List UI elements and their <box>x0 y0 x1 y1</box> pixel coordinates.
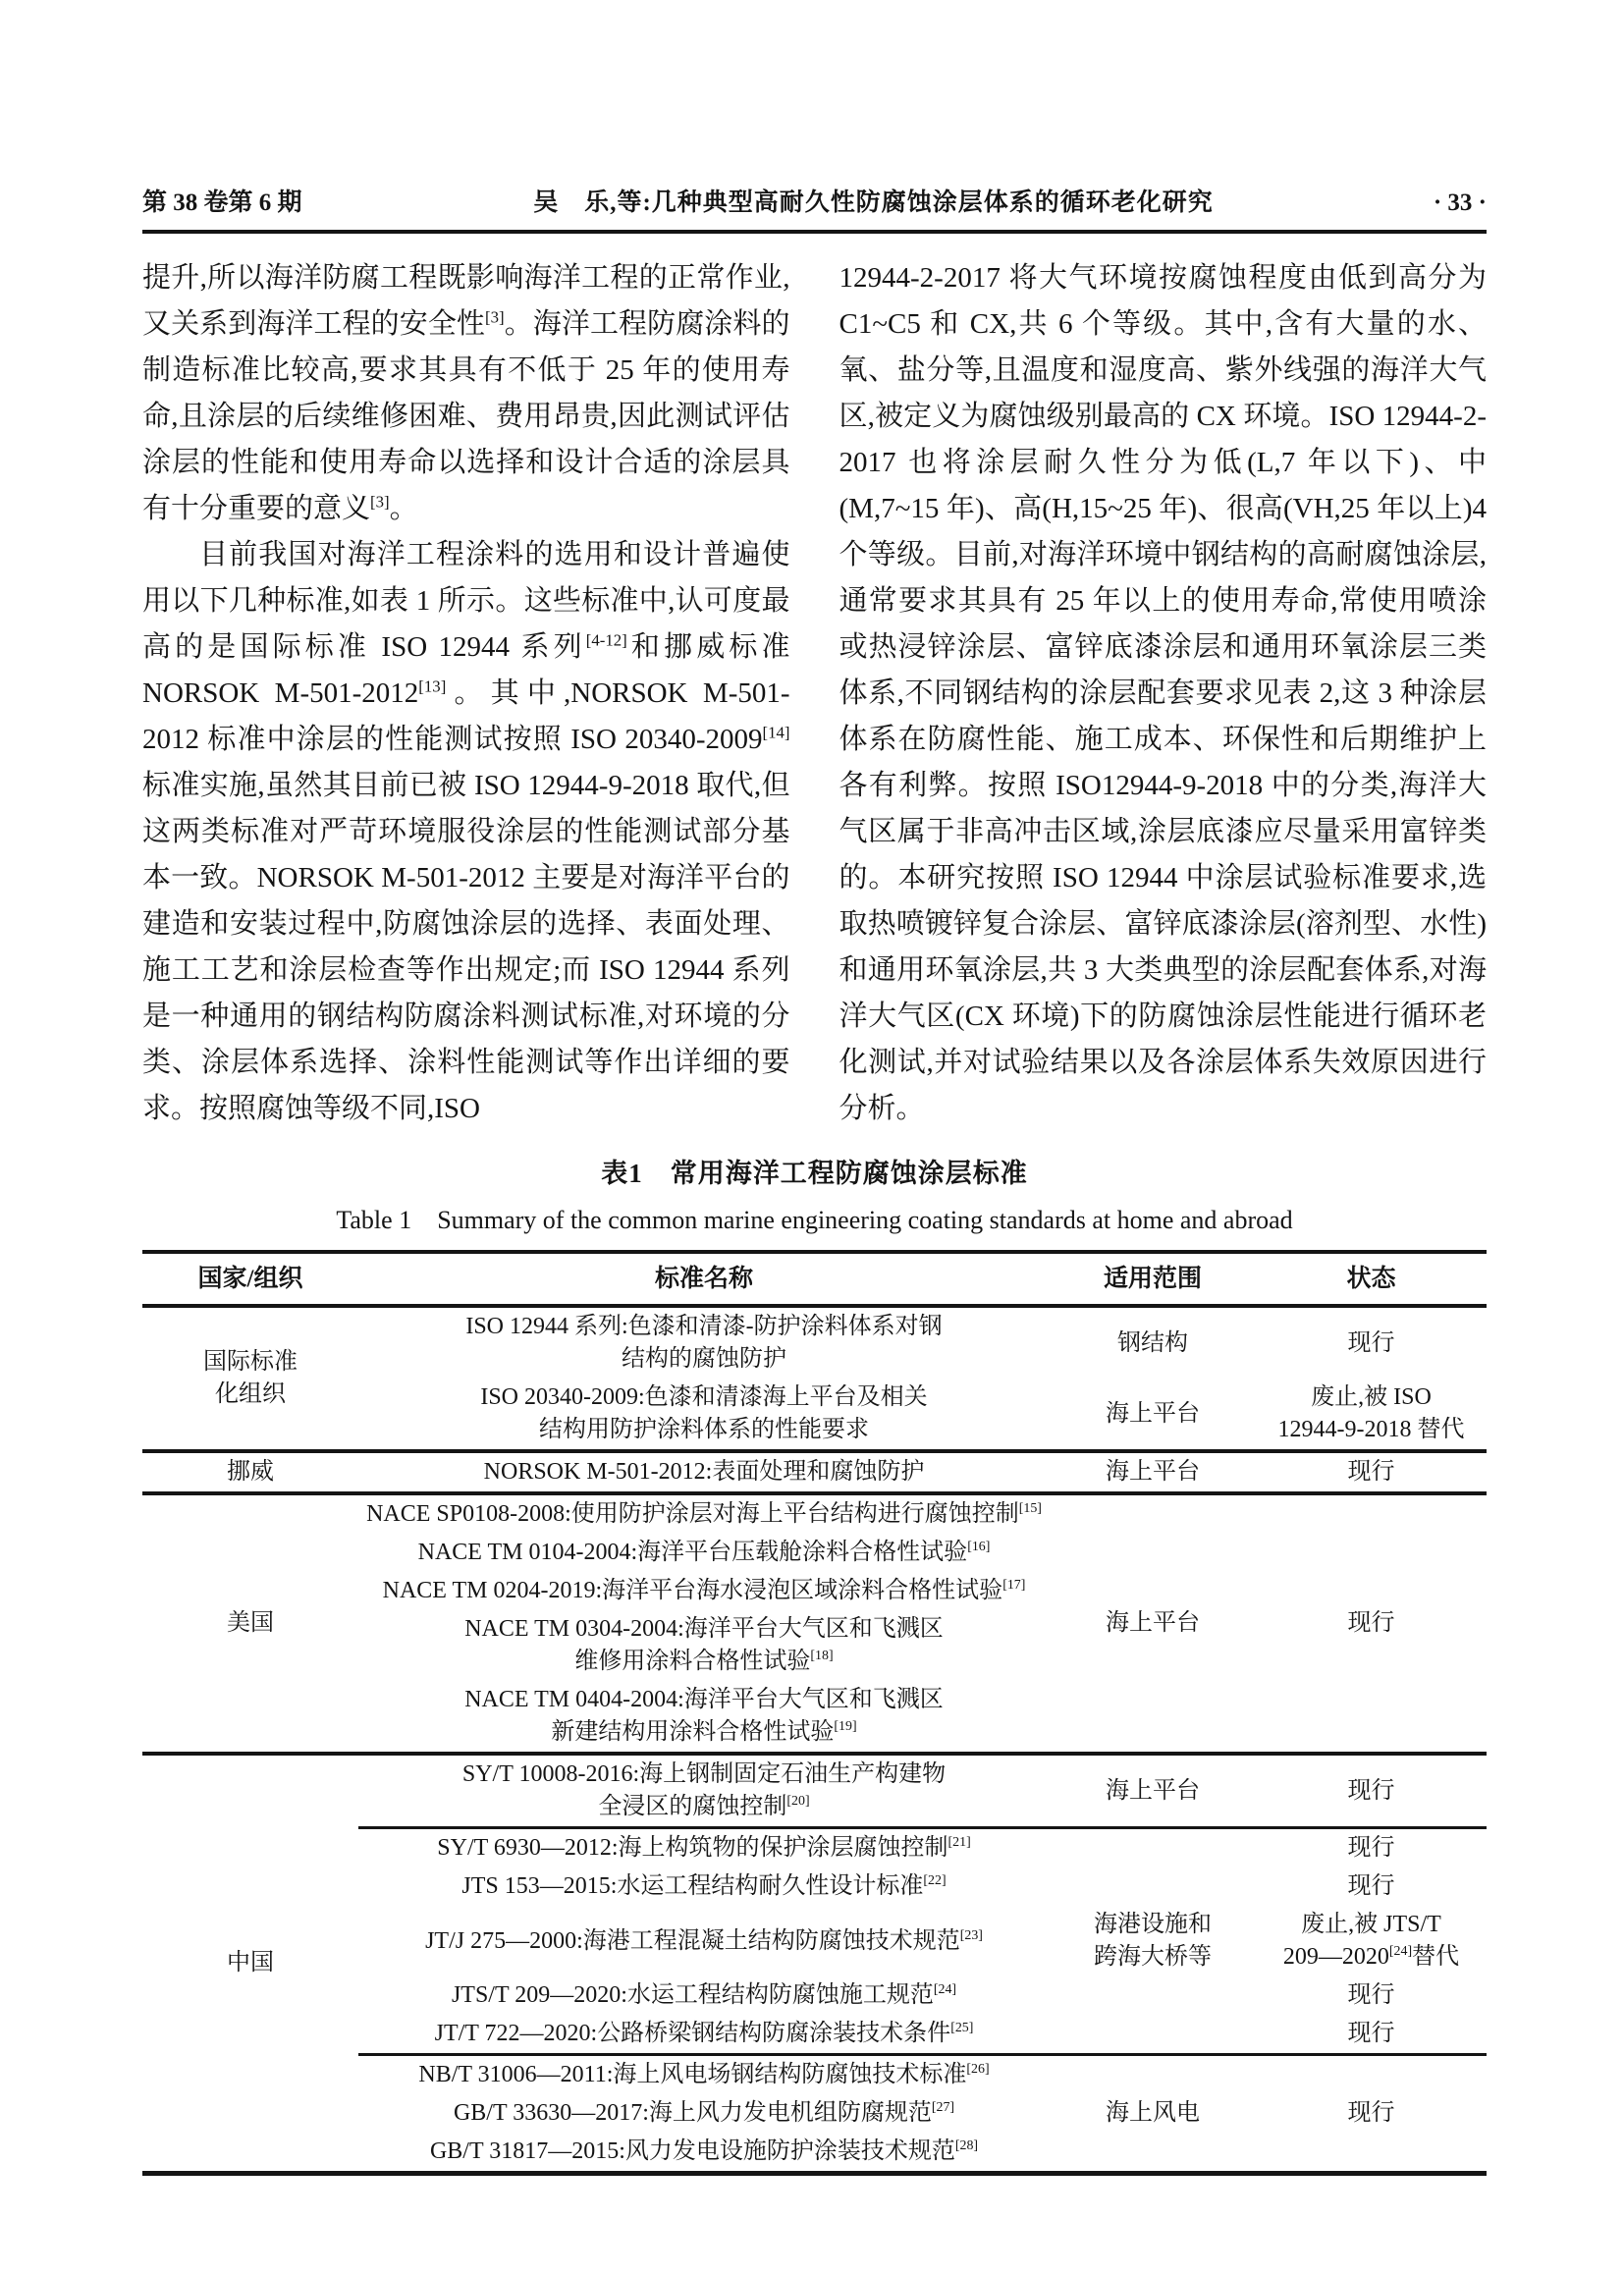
standard-name-cell <box>358 1534 1050 1572</box>
table-row <box>142 1754 1487 1828</box>
cell-line <box>1054 1909 1252 1941</box>
text-run: JT/T 722—2020:公路桥梁钢结构防腐涂装技术条件 <box>434 2021 951 2046</box>
reference-superscript: [19] <box>834 1719 857 1734</box>
text-run: 国际标准 <box>203 1349 298 1375</box>
text-run: NACE SP0108-2008:使用防护涂层对海上平台结构进行腐蚀控制 <box>366 1501 1019 1527</box>
cell-line <box>146 1379 354 1411</box>
text-run: NB/T 31006—2011:海上风电场钢结构防腐蚀技术标准 <box>418 2062 967 2087</box>
right-column <box>839 255 1488 1132</box>
text-run: 化组织 <box>215 1381 286 1407</box>
text-run: 209—2020 <box>1282 1944 1389 1970</box>
column-header-1: 国家/组织 <box>197 1266 303 1292</box>
status-cell <box>1256 1976 1487 2015</box>
text-run: 现行 <box>1347 1777 1395 1804</box>
status-cell <box>1256 2015 1487 2055</box>
text-run: 美国 <box>227 1610 274 1636</box>
cell-line <box>1260 1414 1483 1446</box>
paragraph <box>839 255 1488 1132</box>
column-header-2: 标准名称 <box>654 1266 753 1292</box>
cell-line <box>1054 1398 1252 1431</box>
table-caption-zh: 表1 常用海洋工程防腐蚀涂层标准 <box>601 1159 1028 1188</box>
standard-name-cell <box>358 1906 1050 1976</box>
reference-superscript: [18] <box>810 1649 834 1663</box>
text-run: 现行 <box>1347 2100 1395 2126</box>
cell-line <box>1054 1941 1252 1974</box>
reference-superscript: [23] <box>959 1927 983 1943</box>
reference-superscript: [26] <box>966 2062 990 2077</box>
status-cell <box>1256 1906 1487 1976</box>
cell-line <box>146 1607 354 1640</box>
cell-line <box>1260 2018 1483 2050</box>
text-run: 挪威 <box>227 1459 274 1485</box>
text-run: 。海洋工程防腐涂料的制造标准比较高,要求其具有不低于 25 年的使用寿命,且涂层的后续维修困难、费用昂贵,因此测试评估涂层的性能和使用寿命以选择和设计合适的涂层具有十分重要的意义 <box>142 308 790 524</box>
standard-name-cell <box>358 1451 1050 1493</box>
status-cell <box>1256 1451 1487 1493</box>
cell-line <box>1260 1941 1483 1974</box>
standard-name-cell <box>358 2133 1050 2174</box>
text-run: 新建结构用涂料合格性试验 <box>551 1719 835 1745</box>
reference-superscript: [14] <box>762 723 790 742</box>
cell-line <box>362 2018 1046 2050</box>
text-run: 海上风电 <box>1106 2100 1200 2126</box>
reference-superscript: [15] <box>1018 1501 1042 1516</box>
cell-line <box>362 1498 1046 1531</box>
cell-line <box>146 1456 354 1488</box>
text-run: 海港设施和 <box>1094 1912 1212 1937</box>
text-run: 替代 <box>1412 1944 1460 1970</box>
cell-line <box>362 2097 1046 2130</box>
text-run: 。 <box>389 493 418 524</box>
standard-name-cell <box>358 2055 1050 2095</box>
text-run: NACE TM 0204-2019:海洋平台海水浸泡区域涂料合格性试验 <box>382 1578 1003 1603</box>
text-run: NACE TM 0104-2004:海洋平台压载舱涂料合格性试验 <box>417 1540 968 1565</box>
standard-name-cell <box>358 1976 1050 2015</box>
column-header-4: 状态 <box>1346 1266 1396 1292</box>
text-run: SY/T 6930—2012:海上构筑物的保护涂层腐蚀控制 <box>437 1835 948 1861</box>
reference-superscript: [25] <box>950 2021 974 2035</box>
cell-line <box>1260 2097 1483 2130</box>
text-run: GB/T 33630—2017:海上风力发电机组防腐规范 <box>453 2100 932 2126</box>
cell-line <box>362 1343 1046 1376</box>
cell-line <box>362 1979 1046 2012</box>
cell-line <box>1260 1832 1483 1865</box>
scope-cell <box>1050 1379 1256 1451</box>
cell-line <box>362 1381 1046 1414</box>
standard-name-cell <box>358 1754 1050 1828</box>
text-run: ISO 12944 系列:色漆和清漆-防护涂料体系对钢 <box>465 1314 943 1339</box>
cell-line <box>362 1791 1046 1823</box>
text-run: 现行 <box>1347 1329 1395 1356</box>
standard-name-cell <box>358 1379 1050 1451</box>
reference-superscript: [21] <box>947 1835 971 1850</box>
two-column-body <box>142 255 1487 1132</box>
text-run: 和挪威标准 NORSOK M-501-2012 <box>142 631 790 709</box>
standard-name-cell <box>358 1828 1050 1868</box>
status-cell <box>1256 1828 1487 1868</box>
text-run: 现行 <box>1347 1610 1395 1636</box>
cell-line <box>362 1925 1046 1958</box>
text-run: JT/J 275—2000:海港工程混凝土结构防腐蚀技术规范 <box>425 1927 960 1954</box>
text-run: 目前我国对海洋工程涂料的选用和设计普遍使用以下几种标准,如表 1 所示。这些标准中,认可度最高的是国际标准 ISO 12944 系列 <box>142 539 790 663</box>
text-run: 海上平台 <box>1106 1610 1200 1636</box>
header-row <box>142 1252 1487 1306</box>
standard-name-cell <box>358 1493 1050 1534</box>
reference-superscript: [28] <box>954 2138 979 2153</box>
standard-name-cell <box>358 2015 1050 2055</box>
text-run: 。其中,NORSOK M-501-2012 标准中涂层的性能测试按照 ISO 20340-2009 <box>142 677 790 755</box>
country-cell <box>142 1306 358 1451</box>
cell-line <box>1260 1381 1483 1414</box>
text-run: 维修用涂料合格性试验 <box>574 1649 811 1674</box>
cell-line <box>362 1832 1046 1865</box>
column-header-3: 适用范围 <box>1103 1266 1202 1292</box>
reference-superscript: [24] <box>933 1982 957 1997</box>
standard-name-cell <box>358 1867 1050 1906</box>
text-run: SY/T 10008-2016:海上钢制固定石油生产构建物 <box>461 1761 947 1787</box>
reference-superscript: [24] <box>1388 1944 1413 1959</box>
status-cell <box>1256 1754 1487 1828</box>
table-row <box>142 1306 1487 1379</box>
cell-line <box>1054 1327 1252 1360</box>
cell-line <box>362 1575 1046 1607</box>
scope-cell <box>1050 2055 1256 2174</box>
scope-cell <box>1050 1754 1256 1828</box>
cell-line <box>1260 1607 1483 1640</box>
scope-cell <box>1050 1451 1256 1493</box>
standard-name-cell <box>358 1306 1050 1379</box>
text-run: 废止,被 JTS/T <box>1301 1912 1441 1937</box>
cell-line <box>1260 1327 1483 1360</box>
text-run: 钢结构 <box>1117 1329 1188 1356</box>
text-run: 废止,被 ISO <box>1311 1384 1432 1410</box>
standard-name-cell <box>358 1681 1050 1754</box>
cell-line <box>362 1537 1046 1569</box>
text-run: ISO 20340-2009:色漆和清漆海上平台及相关 <box>480 1384 928 1410</box>
running-head <box>142 183 1487 218</box>
reference-superscript: [22] <box>923 1873 947 1888</box>
left-column <box>142 255 790 1132</box>
text-run: NACE TM 0304-2004:海洋平台大气区和飞溅区 <box>464 1616 944 1642</box>
text-run: 海上平台 <box>1106 1459 1200 1485</box>
paragraph <box>142 255 790 532</box>
reference-superscript: [3] <box>485 307 505 327</box>
country-cell <box>142 1451 358 1493</box>
text-run: 现行 <box>1347 1459 1395 1485</box>
cell-line <box>1054 1456 1252 1488</box>
table-row <box>142 1493 1487 1534</box>
cell-line <box>362 1759 1046 1791</box>
cell-line <box>362 2136 1046 2168</box>
text-run: 现行 <box>1347 1873 1395 1899</box>
status-cell <box>1256 2055 1487 2174</box>
cell-line <box>362 1716 1046 1749</box>
text-run: NORSOK M-501-2012:表面处理和腐蚀防护 <box>483 1459 925 1485</box>
reference-superscript: [27] <box>931 2100 955 2115</box>
cell-line <box>362 1870 1046 1903</box>
text-run: 结构用防护涂料体系的性能要求 <box>539 1417 869 1442</box>
cell-line <box>1054 1607 1252 1640</box>
text-run: 现行 <box>1347 2021 1395 2046</box>
standards-table <box>142 1250 1487 2176</box>
country-cell <box>142 1493 358 1754</box>
text-run: 全浸区的腐蚀控制 <box>598 1794 787 1819</box>
cell-line <box>146 1346 354 1379</box>
status-cell <box>1256 1867 1487 1906</box>
text-run: 提升,所以海洋防腐工程既影响海洋工程的正常作业,又关系到海洋工程的安全性 <box>142 262 790 340</box>
scope-cell <box>1050 1828 1256 2055</box>
cell-line <box>362 1414 1046 1446</box>
paragraph <box>142 532 790 1132</box>
text-run: JTS/T 209—2020:水运工程结构防腐蚀施工规范 <box>451 1982 934 2008</box>
cell-line <box>1054 1775 1252 1808</box>
table-caption-en: Table 1 Summary of the common marine engineering coating standards at home and abroad <box>336 1206 1293 1234</box>
standard-name-cell <box>358 1610 1050 1681</box>
text-run: 标准实施,虽然其目前已被 ISO 12944-9-2018 取代,但这两类标准对严苛环境服役涂层的性能测试部分基本一致。NORSOK M-501-2012 主要是对海洋平台的建造和安装过程中,防腐蚀涂层的选择、表面处理、施工工艺和涂层检查等作出规定;而 ISO 12944 系列是一种通用的钢结构防腐涂料测试标准,对环境的分类、涂层体系选择、涂料性能测试等作出详细的要求。按照腐蚀等级不同,ISO <box>142 770 790 1124</box>
cell-line <box>362 1613 1046 1646</box>
cell-line <box>1260 1775 1483 1808</box>
cell-line <box>362 2059 1046 2091</box>
reference-superscript: [17] <box>1002 1578 1026 1593</box>
reference-superscript: [16] <box>967 1540 991 1554</box>
cell-line <box>1054 2097 1252 2130</box>
standard-name-cell <box>358 2094 1050 2133</box>
header-rule <box>142 230 1487 234</box>
scope-cell <box>1050 1306 1256 1379</box>
table-head <box>142 1252 1487 1306</box>
scope-cell <box>1050 1493 1256 1754</box>
cell-line <box>1260 1456 1483 1488</box>
text-run: 跨海大桥等 <box>1094 1944 1212 1970</box>
issue-label: 第 38 卷第 6 期 <box>142 189 302 216</box>
reference-superscript: [20] <box>786 1794 810 1809</box>
table-body <box>142 1306 1487 2174</box>
text-run: NACE TM 0404-2004:海洋平台大气区和飞溅区 <box>464 1687 944 1712</box>
cell-line <box>1260 1909 1483 1941</box>
reference-superscript: [3] <box>370 492 390 512</box>
reference-superscript: [13] <box>418 676 447 696</box>
status-cell <box>1256 1306 1487 1379</box>
cell-line <box>362 1311 1046 1343</box>
reference-superscript: [4-12] <box>585 630 627 650</box>
status-cell <box>1256 1493 1487 1754</box>
cell-line <box>146 1947 354 1979</box>
text-run: 海上平台 <box>1106 1400 1200 1427</box>
text-run: 中国 <box>227 1950 274 1975</box>
page-number: · 33 · <box>1433 189 1487 216</box>
text-run: 现行 <box>1347 1835 1395 1861</box>
table-row <box>142 1451 1487 1493</box>
standard-name-cell <box>358 1572 1050 1610</box>
cell-line <box>362 1456 1046 1488</box>
cell-line <box>362 1646 1046 1678</box>
text-run: 结构的腐蚀防护 <box>622 1346 786 1372</box>
text-run: GB/T 31817—2015:风力发电设施防护涂装技术规范 <box>429 2138 955 2164</box>
text-run: 12944-2-2017 将大气环境按腐蚀程度由低到高分为 C1~C5 和 CX,共 6 个等级。其中,含有大量的水、氧、盐分等,且温度和湿度高、紫外线强的海洋大气区,被定义为腐蚀级别最高的 CX 环境。ISO 12944-2-2017 也将涂层耐久性分为低(L,7 年以下)、中(M,7~15 年)、高(H,15~25 年)、很高(VH,25 年以上)4 个等级。目前,对海洋环境中钢结构的高耐腐蚀涂层,通常要求其具有 25 年以上的使用寿命,常使用喷涂或热浸锌涂层、富锌底漆涂层和通用环氧涂层三类体系,不同钢结构的涂层配套要求见表 2,这 3 种涂层体系在防腐性能、施工成本、环保性和后期维护上各有利弊。按照 ISO12944-9-2018 中的分类,海洋大气区属于非高冲击区域,涂层底漆应尽量采用富锌类的。本研究按照 ISO 12944 中涂层试验标准要求,选取热喷镀锌复合涂层、富锌底漆涂层(溶剂型、水性)和通用环氧涂层,共 3 大类典型的涂层配套体系,对海洋大气区(CX 环境)下的防腐蚀涂层性能进行循环老化测试,并对试验结果以及各涂层体系失效原因进行分析。 <box>839 262 1487 1124</box>
text-run: 海上平台 <box>1106 1777 1200 1804</box>
cell-line <box>1260 1870 1483 1903</box>
status-cell <box>1256 1379 1487 1451</box>
text-run: 现行 <box>1347 1982 1395 2008</box>
running-title: 吴 乐,等:几种典型高耐久性防腐蚀涂层体系的循环老化研究 <box>533 189 1214 216</box>
text-run: 12944-9-2018 替代 <box>1277 1417 1465 1442</box>
cell-line <box>1260 1979 1483 2012</box>
country-cell <box>142 1754 358 2174</box>
text-run: JTS 153—2015:水运工程结构耐久性设计标准 <box>461 1873 924 1899</box>
cell-line <box>362 1684 1046 1716</box>
